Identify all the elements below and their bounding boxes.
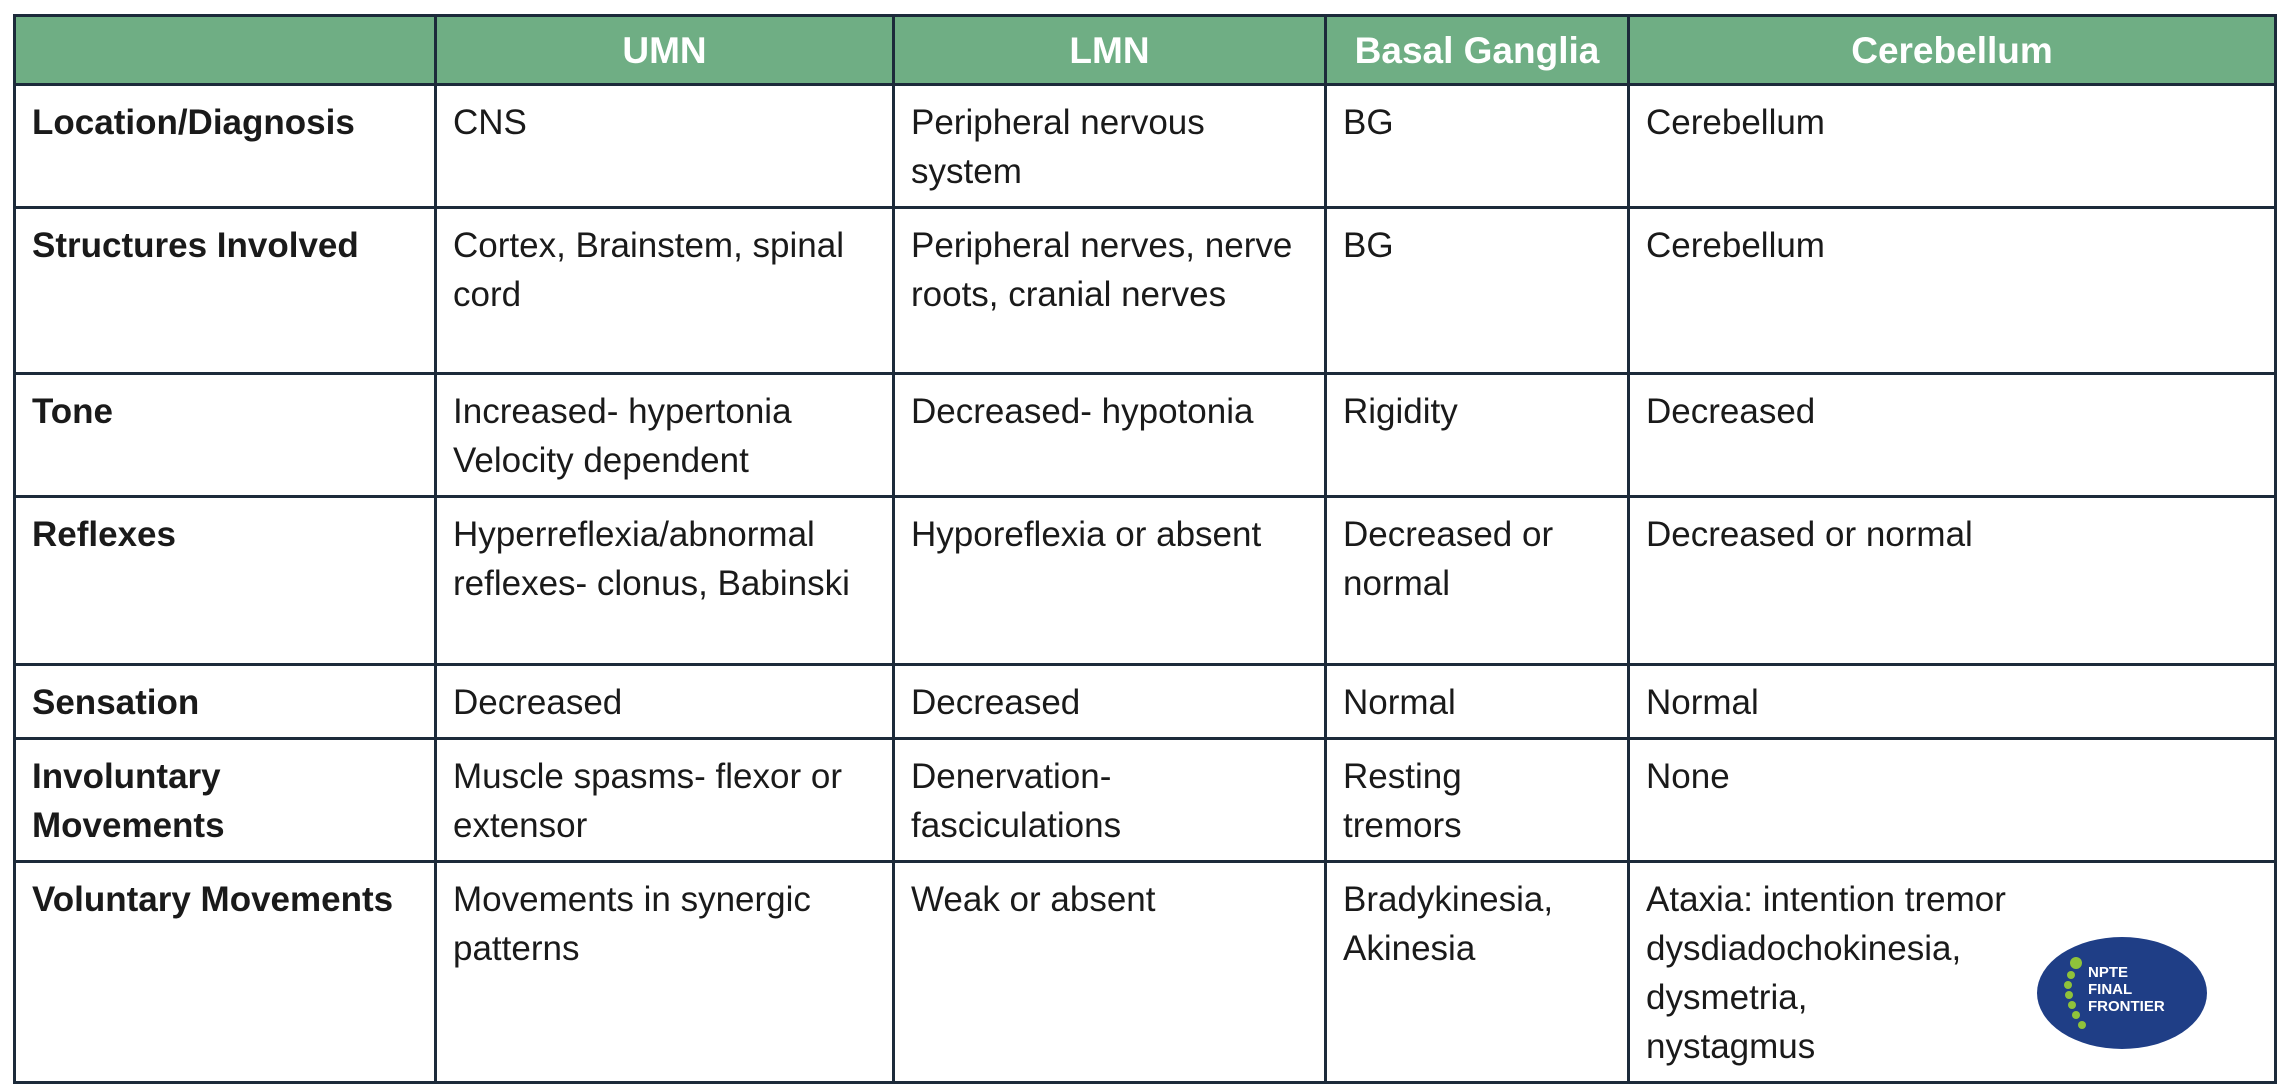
table-cell: BG <box>1326 85 1629 208</box>
table-cell: Weak or absent <box>894 862 1326 1083</box>
table-cell: Bradykinesia, Akinesia <box>1326 862 1629 1083</box>
table-cell: Cortex, Brainstem, spinal cord <box>436 208 894 374</box>
table-cell: Increased- hypertonia Velocity dependent <box>436 374 894 497</box>
table-cell: Cerebellum <box>1629 85 2276 208</box>
table-cell: None <box>1629 739 2276 862</box>
table-cell: Muscle spasms- flexor or extensor <box>436 739 894 862</box>
header-lmn: LMN <box>894 16 1326 85</box>
row-label: Sensation <box>15 665 436 739</box>
table-cell: Decreased <box>894 665 1326 739</box>
table-row <box>15 85 2276 208</box>
row-label: Location/Diagnosis <box>15 85 436 208</box>
table-cell: Hyporeflexia or absent <box>894 497 1326 665</box>
table-cell: Peripheral nervous system <box>894 85 1326 208</box>
header-basal-ganglia: Basal Ganglia <box>1326 16 1629 85</box>
logo-text-final: FINAL <box>2088 981 2133 998</box>
header-umn: UMN <box>436 16 894 85</box>
table-row <box>15 497 2276 665</box>
row-label: Reflexes <box>15 497 436 665</box>
table-cell: Decreased or normal <box>1326 497 1629 665</box>
table-cell: Peripheral nerves, nerve roots, cranial nerves <box>894 208 1326 374</box>
table-row <box>15 665 2276 739</box>
row-label: Voluntary Movements <box>15 862 436 1083</box>
table-cell: Rigidity <box>1326 374 1629 497</box>
table-cell: Normal <box>1629 665 2276 739</box>
table-cell: BG <box>1326 208 1629 374</box>
row-label: Structures Involved <box>15 208 436 374</box>
table-header-row <box>15 16 2276 85</box>
logo-text-frontier: FRONTIER <box>2088 998 2165 1015</box>
table-cell: Denervation- fasciculations <box>894 739 1326 862</box>
table-row <box>15 862 2276 1083</box>
table-cell: Normal <box>1326 665 1629 739</box>
table-cell: Decreased or normal <box>1629 497 2276 665</box>
row-label: Involuntary Movements <box>15 739 436 862</box>
npte-final-frontier-logo <box>2036 935 2208 1055</box>
table-row <box>15 374 2276 497</box>
table-row <box>15 208 2276 374</box>
table-cell: Decreased- hypotonia <box>894 374 1326 497</box>
table-cell: Movements in synergic patterns <box>436 862 894 1083</box>
comparison-table <box>13 14 2277 1084</box>
table-row <box>15 739 2276 862</box>
table-cell: Decreased <box>1629 374 2276 497</box>
table-cell: Decreased <box>436 665 894 739</box>
table-cell: Ataxia: intention tremor dysdiadochokinesia, dysmetria, nystagmus <box>1629 862 2276 1083</box>
table-cell: Cerebellum <box>1629 208 2276 374</box>
row-label: Tone <box>15 374 436 497</box>
header-corner-cell <box>15 16 436 85</box>
logo-text-npte: NPTE <box>2088 964 2129 981</box>
table-cell: Resting tremors <box>1326 739 1629 862</box>
table-cell: Hyperreflexia/abnormal reflexes- clonus, Babinski <box>436 497 894 665</box>
table-cell: CNS <box>436 85 894 208</box>
header-cerebellum: Cerebellum <box>1629 16 2276 85</box>
